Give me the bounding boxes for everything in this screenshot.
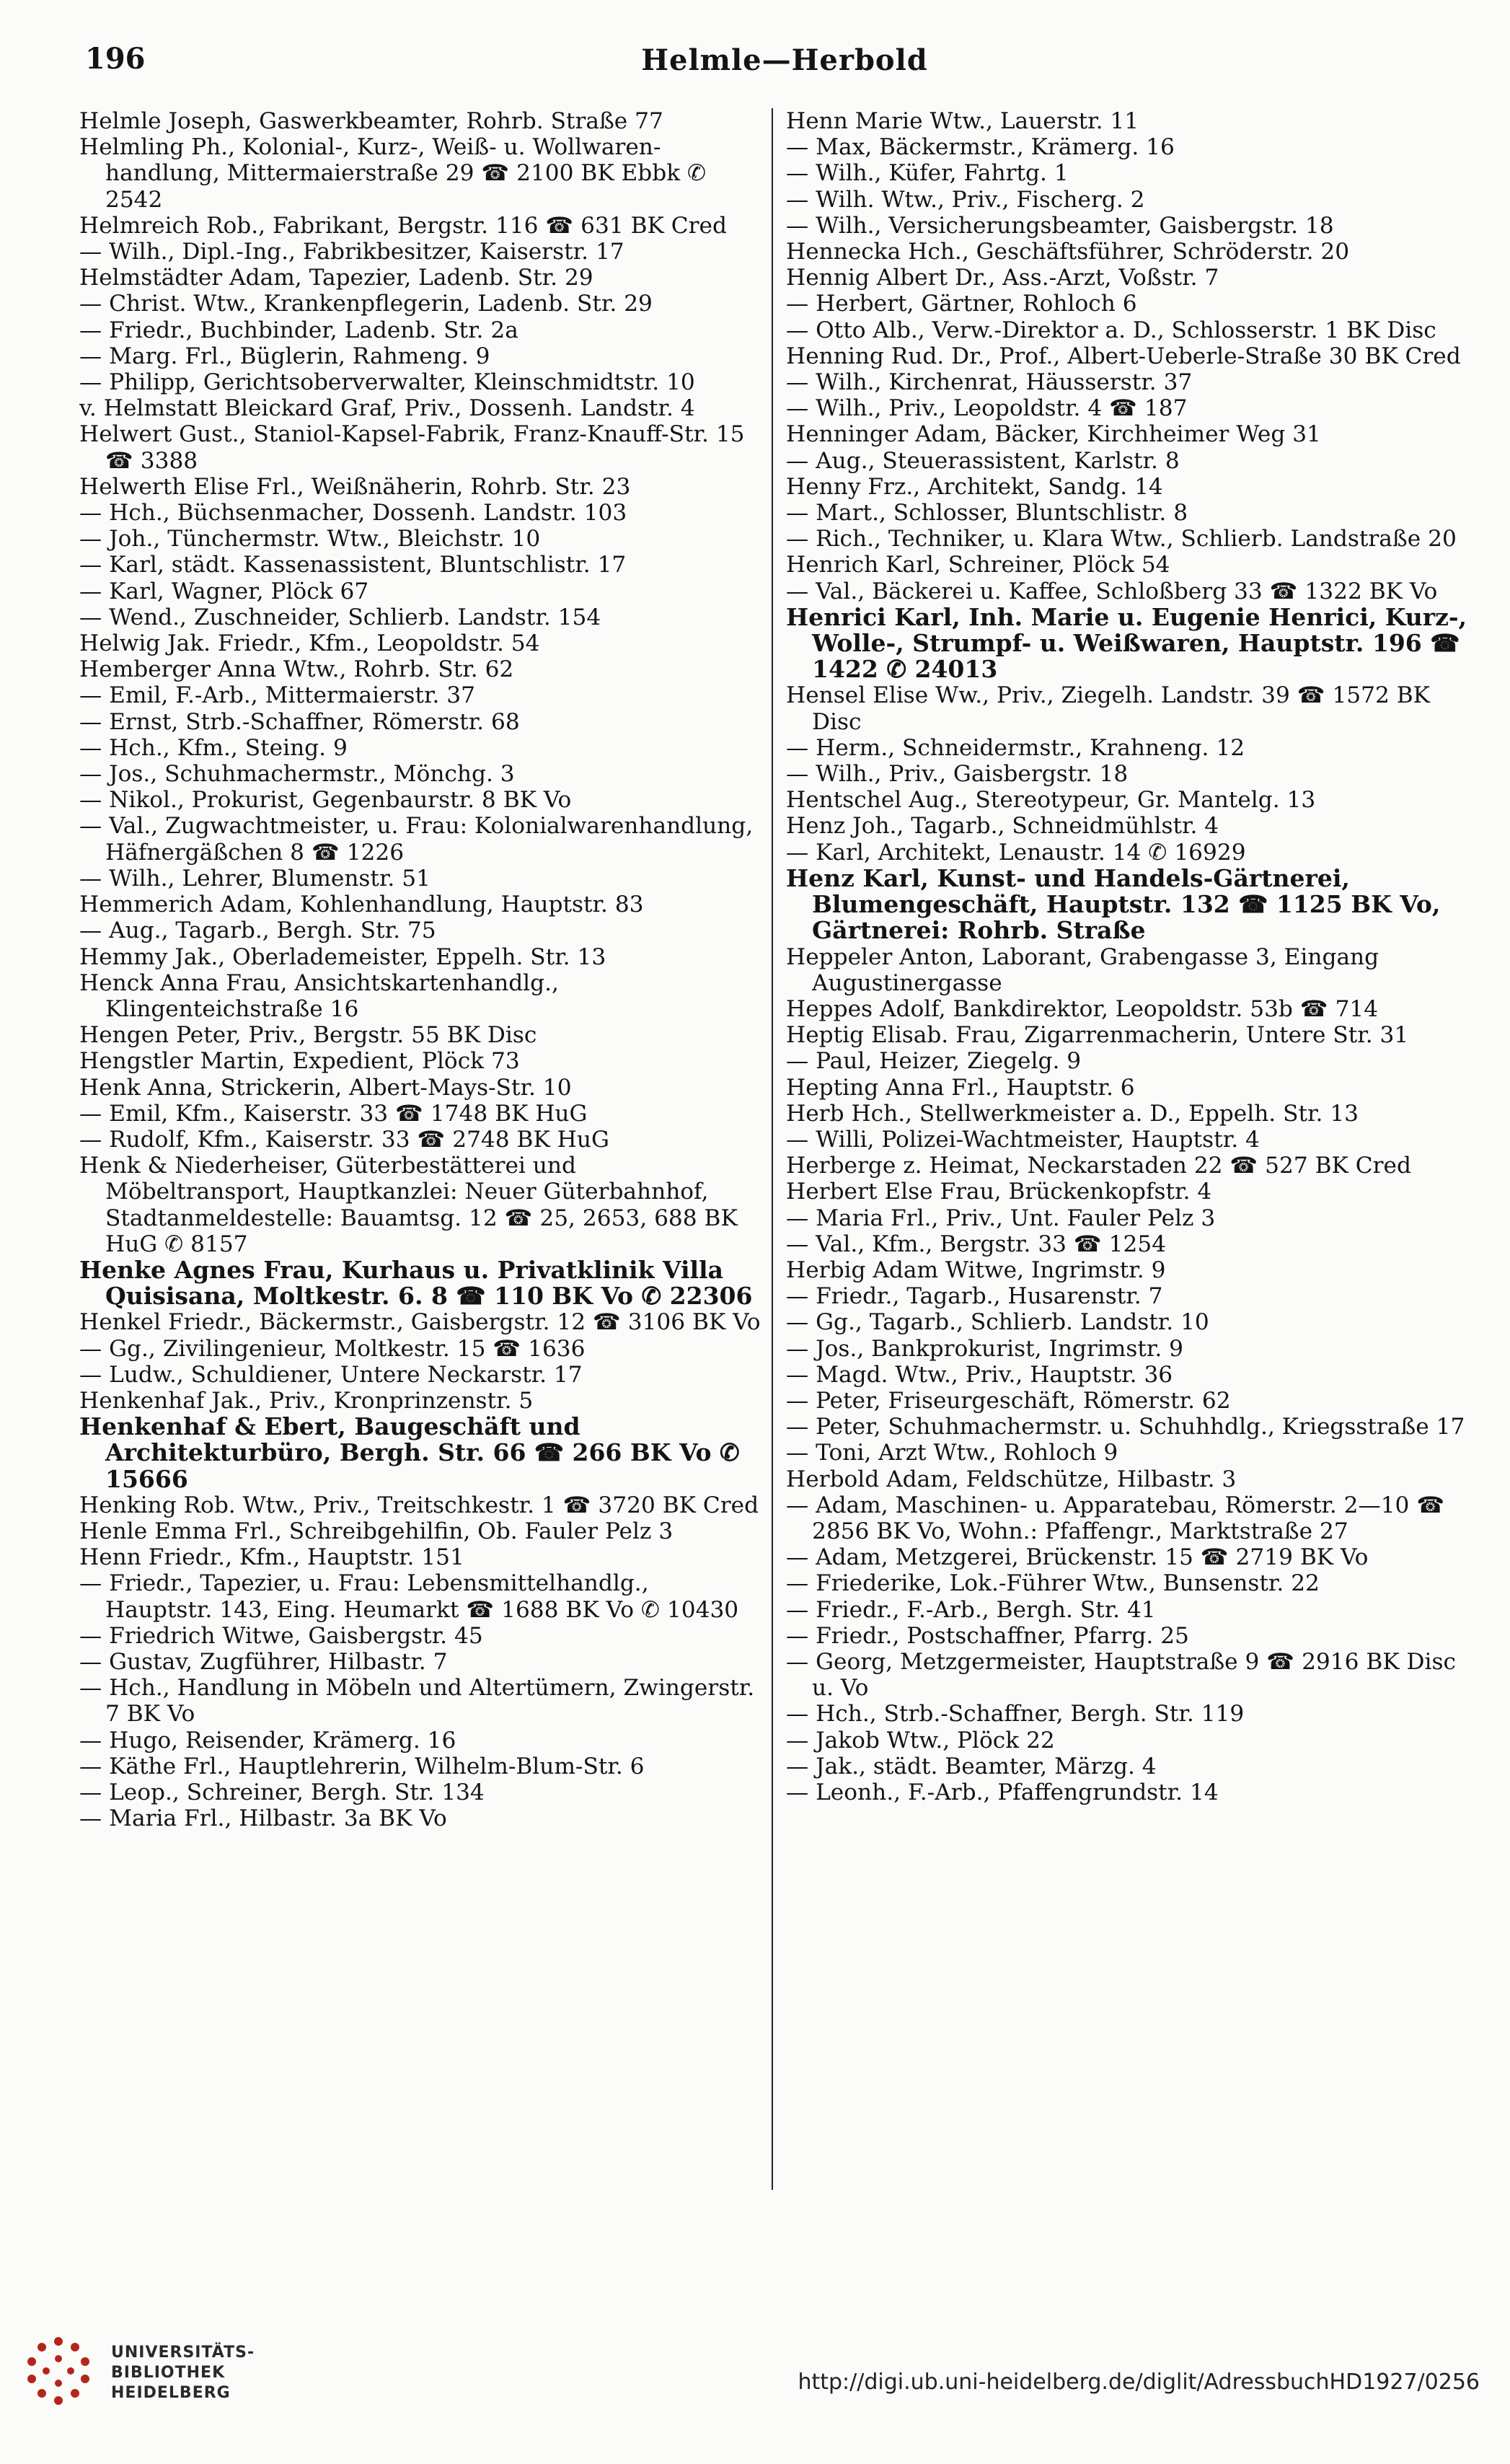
source-url[interactable]: http://digi.ub.uni-heidelberg.de/diglit/AdressbuchHD1927/0256 <box>798 2370 1480 2395</box>
directory-entry: — Gg., Tagarb., Schlierb. Landstr. 10 <box>786 1309 1209 1336</box>
directory-entry: — Otto Alb., Verw.-Direktor a. D., Schlosserstr. 1 BK Disc <box>786 317 1436 343</box>
directory-entry: — Peter, Schuhmachermstr. u. Schuhhdlg., Kriegsstraße 17 <box>786 1414 1465 1440</box>
directory-entry: Heppeler Anton, Laborant, Grabengasse 3, Eingang Augustinergasse <box>786 943 1379 996</box>
directory-entry: Henke Agnes Frau, Kurhaus u. Privatklinik Villa Quisisana, Moltkestr. 6. 8 ☎ 110 BK Vo ✆ 22306 <box>79 1255 753 1311</box>
directory-entry: Henn Friedr., Kfm., Hauptstr. 151 <box>79 1544 464 1571</box>
directory-entry: — Karl, Architekt, Lenaustr. 14 ✆ 16929 <box>786 839 1246 866</box>
directory-entry: Helmling Ph., Kolonial-, Kurz-, Weiß- u. Wollwaren-handlung, Mittermaierstraße 29 ☎ 2100 BK Ebbk ✆ 2542 <box>79 134 707 213</box>
library-logo <box>19 2331 255 2411</box>
directory-entry: Helmle Joseph, Gaswerkbeamter, Rohrb. Straße 77 <box>79 108 663 134</box>
directory-entry: Herbold Adam, Feldschütze, Hilbastr. 3 <box>786 1466 1237 1492</box>
directory-entry: v. Helmstatt Bleickard Graf, Priv., Dossenh. Landstr. 4 <box>79 395 695 422</box>
directory-entry: Hentschel Aug., Stereotypeur, Gr. Mantelg. 13 <box>786 787 1316 814</box>
directory-entry: — Friedr., Postschaffner, Pfarrg. 25 <box>786 1622 1189 1649</box>
directory-entry: — Wilh. Wtw., Priv., Fischerg. 2 <box>786 186 1145 213</box>
directory-entry: Herberge z. Heimat, Neckarstaden 22 ☎ 527 BK Cred <box>786 1153 1411 1179</box>
directory-entry: Hengen Peter, Priv., Bergstr. 55 BK Disc <box>79 1022 537 1049</box>
directory-entry: — Val., Zugwachtmeister, u. Frau: Kolonialwarenhandlung, Häfnergäßchen 8 ☎ 1226 <box>79 813 754 866</box>
directory-entry: — Val., Kfm., Bergstr. 33 ☎ 1254 <box>786 1231 1167 1257</box>
directory-entry: — Hugo, Reisender, Krämerg. 16 <box>79 1727 456 1754</box>
directory-entry: — Herm., Schneidermstr., Krahneng. 12 <box>786 734 1245 761</box>
running-head: Helmle—Herbold <box>641 43 928 77</box>
directory-entry: Henking Rob. Wtw., Priv., Treitschkestr. 1 ☎ 3720 BK Cred <box>79 1492 759 1518</box>
directory-entry: Heppes Adolf, Bankdirektor, Leopoldstr. 53b ☎ 714 <box>786 995 1379 1022</box>
directory-entry: Herb Hch., Stellwerkmeister a. D., Eppelh. Str. 13 <box>786 1100 1359 1127</box>
directory-entry: Hensel Elise Ww., Priv., Ziegelh. Landstr. 39 ☎ 1572 BK Disc <box>786 682 1430 735</box>
directory-entry: — Friedrich Witwe, Gaisbergstr. 45 <box>79 1622 483 1649</box>
directory-entry: — Nikol., Prokurist, Gegenbaurstr. 8 BK Vo <box>79 787 572 814</box>
directory-entry: — Wilh., Kirchenrat, Häusserstr. 37 <box>786 369 1193 396</box>
directory-entry: Heptig Elisab. Frau, Zigarrenmacherin, Untere Str. 31 <box>786 1022 1409 1049</box>
directory-entry: — Herbert, Gärtner, Rohloch 6 <box>786 291 1137 317</box>
directory-entry: — Mart., Schlosser, Bluntschlistr. 8 <box>786 500 1188 527</box>
directory-entry: — Hch., Büchsenmacher, Dossenh. Landstr. 103 <box>79 500 627 527</box>
directory-entry: Henkenhaf & Ebert, Baugeschäft und Architekturbüro, Bergh. Str. 66 ☎ 266 BK Vo ✆ 15666 <box>79 1412 740 1493</box>
directory-entry: — Friedr., Tapezier, u. Frau: Lebensmittelhandlg., Hauptstr. 143, Eing. Heumarkt ☎ 1688 BK Vo ✆ 10430 <box>79 1570 739 1623</box>
directory-entry: Henny Frz., Architekt, Sandg. 14 <box>786 473 1163 500</box>
directory-entry: — Willi, Polizei-Wachtmeister, Hauptstr. 4 <box>786 1126 1260 1153</box>
directory-entry: — Karl, städt. Kassenassistent, Bluntschlistr. 17 <box>79 552 627 578</box>
directory-entry: — Rudolf, Kfm., Kaiserstr. 33 ☎ 2748 BK HuG <box>79 1126 609 1153</box>
directory-entry: — Christ. Wtw., Krankenpflegerin, Ladenb. Str. 29 <box>79 291 653 317</box>
directory-entry: Hengstler Martin, Expedient, Plöck 73 <box>79 1048 520 1075</box>
directory-entry: — Max, Bäckermstr., Krämerg. 16 <box>786 134 1175 161</box>
directory-entry: — Adam, Maschinen- u. Apparatebau, Römerstr. 2—10 ☎ 2856 BK Vo, Wohn.: Pfaffengr., Marktstraße 27 <box>786 1492 1445 1544</box>
page-number: 196 <box>85 42 146 76</box>
directory-entry: Henz Karl, Kunst- und Handels-Gärtnerei, Blumengeschäft, Hauptstr. 132 ☎ 1125 BK Vo, Gärtnerei: Rohrb. Straße <box>786 863 1441 945</box>
directory-entry: — Jos., Schuhmachermstr., Mönchg. 3 <box>79 761 515 788</box>
directory-entry: Henning Rud. Dr., Prof., Albert-Ueberle-Straße 30 BK Cred <box>786 343 1461 369</box>
directory-entry: Hennig Albert Dr., Ass.-Arzt, Voßstr. 7 <box>786 265 1219 291</box>
left-column <box>79 108 761 1831</box>
directory-entry: — Jakob Wtw., Plöck 22 <box>786 1727 1055 1754</box>
directory-entry: Herbig Adam Witwe, Ingrimstr. 9 <box>786 1257 1166 1283</box>
directory-entry: — Wilh., Dipl.-Ing., Fabrikbesitzer, Kaiserstr. 17 <box>79 239 624 265</box>
directory-entry: — Hch., Strb.-Schaffner, Bergh. Str. 119 <box>786 1701 1245 1728</box>
directory-entry: — Magd. Wtw., Priv., Hauptstr. 36 <box>786 1361 1173 1388</box>
directory-entry: Henk & Niederheiser, Güterbestätterei und Möbeltransport, Hauptkanzlei: Neuer Güterbahnhof, Stadtanmeldestelle: Bauamtsg. 12 ☎ 25, 2653, 688 BK HuG ✆ 8157 <box>79 1153 738 1257</box>
directory-entry: — Emil, F.-Arb., Mittermaierstr. 37 <box>79 682 475 709</box>
directory-entry: Helmstädter Adam, Tapezier, Ladenb. Str. 29 <box>79 265 593 291</box>
directory-entry: — Marg. Frl., Büglerin, Rahmeng. 9 <box>79 343 490 369</box>
directory-entry: — Käthe Frl., Hauptlehrerin, Wilhelm-Blum-Str. 6 <box>79 1753 645 1779</box>
directory-entry: — Adam, Metzgerei, Brückenstr. 15 ☎ 2719 BK Vo <box>786 1544 1369 1571</box>
directory-entry: Helmreich Rob., Fabrikant, Bergstr. 116 ☎ 631 BK Cred <box>79 212 727 239</box>
directory-entry: Henle Emma Frl., Schreibgehilfin, Ob. Fauler Pelz 3 <box>79 1518 674 1544</box>
right-column <box>786 108 1467 1805</box>
directory-entry: Helwerth Elise Frl., Weißnäherin, Rohrb. Str. 23 <box>79 473 631 500</box>
directory-entry: — Gg., Zivilingenieur, Moltkestr. 15 ☎ 1636 <box>79 1335 586 1362</box>
directory-entry: Henninger Adam, Bäcker, Kirchheimer Weg 31 <box>786 421 1321 448</box>
directory-entry: — Val., Bäckerei u. Kaffee, Schloßberg 33 ☎ 1322 BK Vo <box>786 578 1438 604</box>
directory-entry: Henn Marie Wtw., Lauerstr. 11 <box>786 108 1139 134</box>
directory-entry: — Jak., städt. Beamter, Märzg. 4 <box>786 1753 1157 1779</box>
directory-entry: — Philipp, Gerichtsoberverwalter, Kleinschmidtstr. 10 <box>79 369 695 396</box>
directory-entry: — Friedr., Buchbinder, Ladenb. Str. 2a <box>79 317 518 343</box>
directory-entry: Henkel Friedr., Bäckermstr., Gaisbergstr. 12 ☎ 3106 BK Vo <box>79 1309 761 1336</box>
directory-entry: — Friedr., Tagarb., Husarenstr. 7 <box>786 1283 1163 1310</box>
directory-entry: — Toni, Arzt Wtw., Rohloch 9 <box>786 1440 1118 1466</box>
directory-entry: Hemmerich Adam, Kohlenhandlung, Hauptstr. 83 <box>79 892 644 918</box>
directory-entry: Helwig Jak. Friedr., Kfm., Leopoldstr. 54 <box>79 630 540 657</box>
directory-entry: Henz Joh., Tagarb., Schneidmühlstr. 4 <box>786 813 1219 840</box>
directory-entry: Henck Anna Frau, Ansichtskartenhandlg., Klingenteichstraße 16 <box>79 969 559 1022</box>
directory-entry: Hepting Anna Frl., Hauptstr. 6 <box>786 1074 1135 1101</box>
directory-entry: — Paul, Heizer, Ziegelg. 9 <box>786 1048 1082 1075</box>
column-divider <box>772 108 773 2190</box>
directory-entry: — Wilh., Küfer, Fahrtg. 1 <box>786 160 1069 187</box>
directory-entry: — Hch., Kfm., Steing. 9 <box>79 734 348 761</box>
directory-entry: — Maria Frl., Hilbastr. 3a BK Vo <box>79 1805 447 1832</box>
directory-entry: — Leonh., F.-Arb., Pfaffengrundstr. 14 <box>786 1779 1219 1805</box>
directory-entry: — Maria Frl., Priv., Unt. Fauler Pelz 3 <box>786 1205 1216 1231</box>
directory-entry: Helwert Gust., Staniol-Kapsel-Fabrik, Franz-Knauff-Str. 15 ☎ 3388 <box>79 421 745 474</box>
directory-entry: — Emil, Kfm., Kaiserstr. 33 ☎ 1748 BK HuG <box>79 1100 588 1127</box>
directory-entry: Herbert Else Frau, Brückenkopfstr. 4 <box>786 1179 1212 1205</box>
directory-entry: — Georg, Metzgermeister, Hauptstraße 9 ☎ 2916 BK Disc u. Vo <box>786 1648 1456 1702</box>
directory-entry: — Friedr., F.-Arb., Bergh. Str. 41 <box>786 1596 1156 1623</box>
library-seal-icon <box>19 2331 98 2411</box>
directory-entry: — Rich., Techniker, u. Klara Wtw., Schlierb. Landstraße 20 <box>786 526 1457 553</box>
directory-entry: — Aug., Steuerassistent, Karlstr. 8 <box>786 447 1180 474</box>
directory-entry: Henk Anna, Strickerin, Albert-Mays-Str. 10 <box>79 1074 572 1101</box>
directory-entry: Hennecka Hch., Geschäftsführer, Schröderstr. 20 <box>786 239 1350 265</box>
directory-entry: Hemmy Jak., Oberlademeister, Eppelh. Str. 13 <box>79 943 606 970</box>
page-header <box>85 38 1484 88</box>
directory-entry: — Wend., Zuschneider, Schlierb. Landstr. 154 <box>79 604 601 630</box>
directory-entry: — Friederike, Lok.-Führer Wtw., Bunsenstr. 22 <box>786 1570 1320 1597</box>
directory-entry: — Wilh., Versicherungsbeamter, Gaisbergstr. 18 <box>786 212 1334 239</box>
directory-entry: — Peter, Friseurgeschäft, Römerstr. 62 <box>786 1387 1231 1414</box>
directory-entry: — Hch., Handlung in Möbeln und Altertümern, Zwingerstr. 7 BK Vo <box>79 1675 755 1728</box>
directory-entry: Hemberger Anna Wtw., Rohrb. Str. 62 <box>79 656 514 683</box>
library-name: UNIVERSITÄTS- BIBLIOTHEK HEIDELBERG <box>111 2344 255 2402</box>
directory-entry: — Jos., Bankprokurist, Ingrimstr. 9 <box>786 1335 1184 1362</box>
directory-entry: — Aug., Tagarb., Bergh. Str. 75 <box>79 918 436 944</box>
directory-entry: — Gustav, Zugführer, Hilbastr. 7 <box>79 1648 448 1675</box>
directory-entry: — Karl, Wagner, Plöck 67 <box>79 578 369 604</box>
directory-entry: — Wilh., Priv., Leopoldstr. 4 ☎ 187 <box>786 395 1188 422</box>
directory-entry: Henkenhaf Jak., Priv., Kronprinzenstr. 5 <box>79 1387 534 1414</box>
directory-entry: — Wilh., Lehrer, Blumenstr. 51 <box>79 865 431 892</box>
directory-entry: — Ernst, Strb.-Schaffner, Römerstr. 68 <box>79 708 520 735</box>
directory-entry: — Ludw., Schuldiener, Untere Neckarstr. 17 <box>79 1361 583 1388</box>
directory-entry: — Leop., Schreiner, Bergh. Str. 134 <box>79 1779 485 1805</box>
directory-entry: Henrich Karl, Schreiner, Plöck 54 <box>786 552 1170 578</box>
directory-entry: — Wilh., Priv., Gaisbergstr. 18 <box>786 761 1129 788</box>
directory-entry: Henrici Karl, Inh. Marie u. Eugenie Henrici, Kurz-, Wolle-, Strumpf- u. Weißwaren, Hauptstr. 196 ☎ 1422 ✆ 24013 <box>786 602 1467 684</box>
directory-entry: — Joh., Tünchermstr. Wtw., Bleichstr. 10 <box>79 526 541 553</box>
